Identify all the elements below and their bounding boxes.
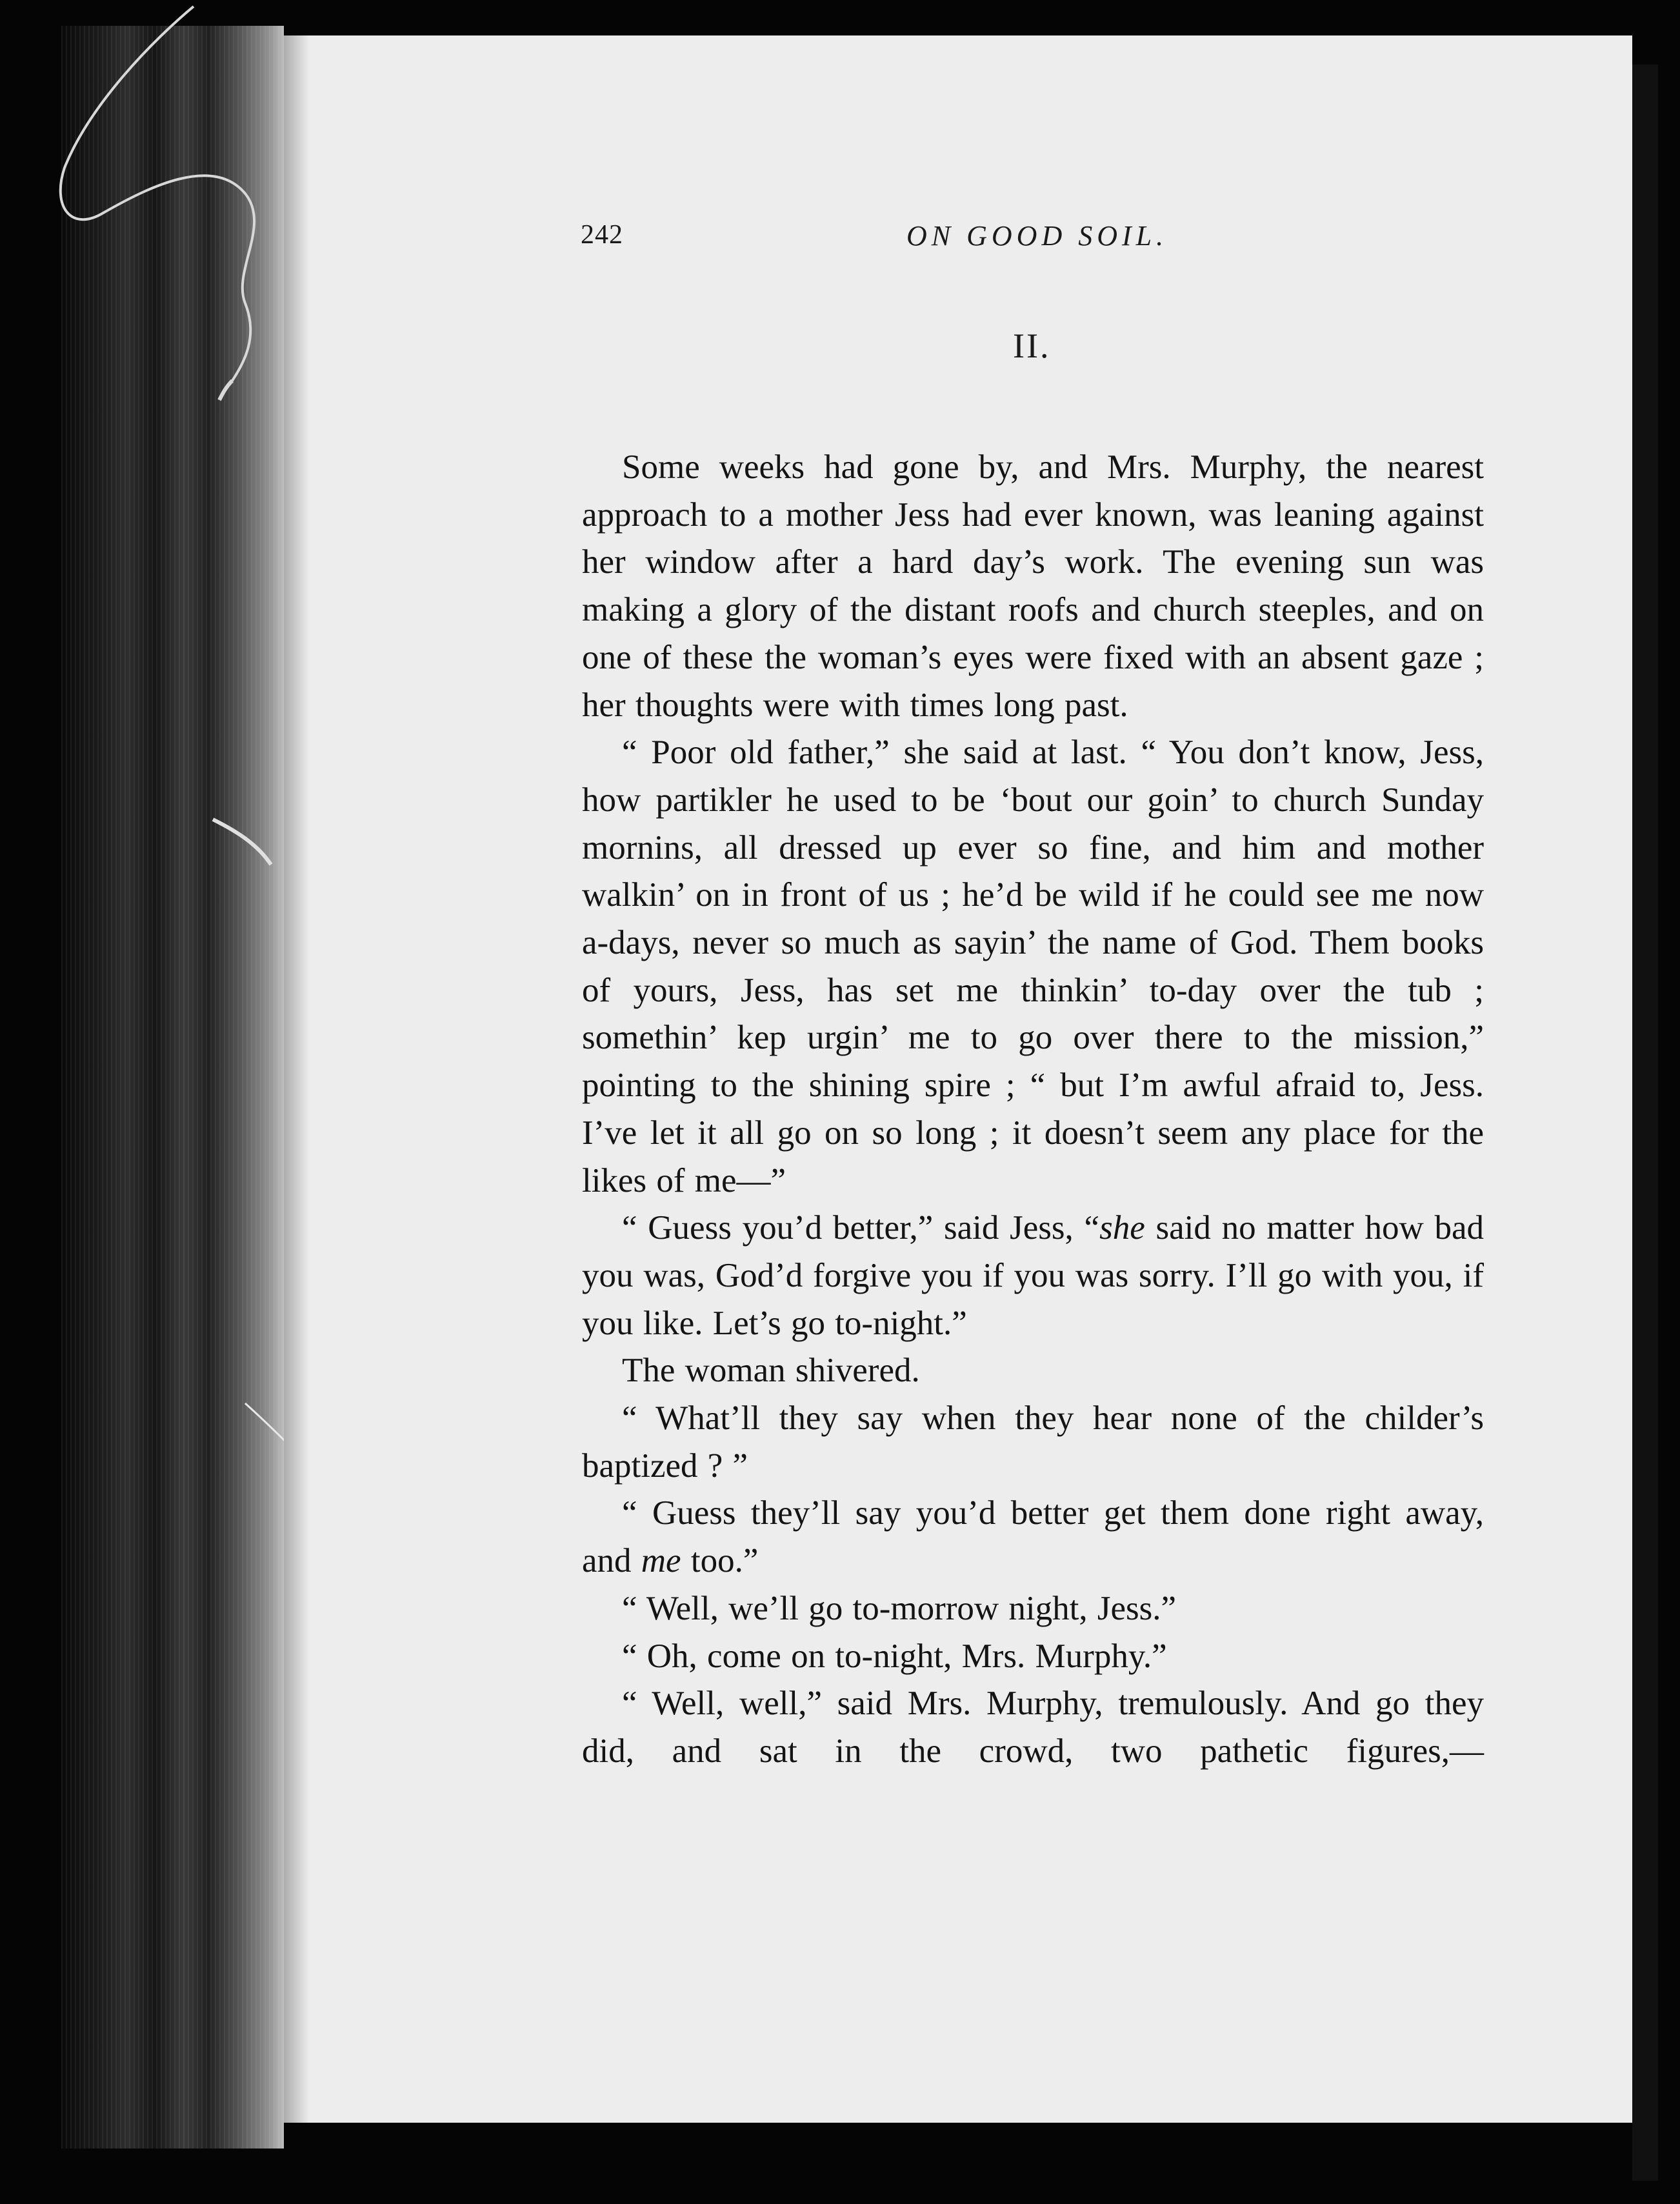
- emphasis-text: me: [641, 1542, 681, 1580]
- paragraph-text: too.”: [681, 1542, 759, 1580]
- paragraph: “ Oh, come on to-night, Mrs. Murphy.”: [622, 1637, 1167, 1675]
- chapter-heading: II.: [1013, 326, 1051, 365]
- paragraph: The woman shivered.: [622, 1352, 920, 1390]
- paragraph: “ Well, we’ll go to-morrow night, Jess.”: [622, 1589, 1177, 1627]
- paragraph: “ Well, well,” said Mrs. Murphy, tremulously. And go they did, and sat in the crowd, two pathetic figures,—: [582, 1685, 1484, 1770]
- body-text: [582, 444, 1484, 1776]
- paragraph: “ What’ll they say when they hear none of the childer’s baptized ? ”: [582, 1399, 1484, 1485]
- running-head: [581, 219, 1497, 258]
- paragraph: Some weeks had gone by, and Mrs. Murphy, the nearest approach to a mother Jess had ever known, was leaning against her window after a hard day’s work. The evening sun was making a glory of the distant roofs and church steeples, and on one of these the woman’s eyes were fixed with an absent gaze ; her thoughts were with times long past.: [582, 448, 1484, 724]
- running-title: ON GOOD SOIL.: [906, 220, 1168, 252]
- page-gutter-shadow: [284, 35, 310, 2123]
- next-page-edge: [1632, 65, 1658, 2181]
- paragraph: [582, 1490, 1484, 1585]
- paragraph-text: said no matter how bad you was, God’d forgive you if you was sorry. I’ll go with you, if you like. Let’s go to-night.”: [582, 1209, 1485, 1342]
- page-number: 242: [581, 220, 623, 250]
- paragraph: [582, 1205, 1484, 1347]
- emphasis-text: she: [1099, 1209, 1145, 1247]
- paragraph-text: “ Guess you’d better,” said Jess, “: [622, 1209, 1100, 1247]
- paragraph-text: “ Guess they’ll say you’d better get them done right away, and: [582, 1494, 1484, 1580]
- book-page-edges: [61, 26, 284, 2149]
- paragraph: “ Poor old father,” she said at last. “ You don’t know, Jess, how partikler he used to be ‘bout our goin’ to church Sunday mornins, all dressed up ever so fine, and him and mother walkin’ on in front of us ; he’d be wild if he could see me now a-days, never so much as sayin’ the name of God. Them books of yours, Jess, has set me thinkin’ to-day over the tub ; somethin’ kep urgin’ me to go over there to the mission,” pointing to the shining spire ; “ but I’m awful afraid to, Jess. I’ve let it all go on so long ; it doesn’t seem any place for the likes of me—”: [582, 734, 1484, 1199]
